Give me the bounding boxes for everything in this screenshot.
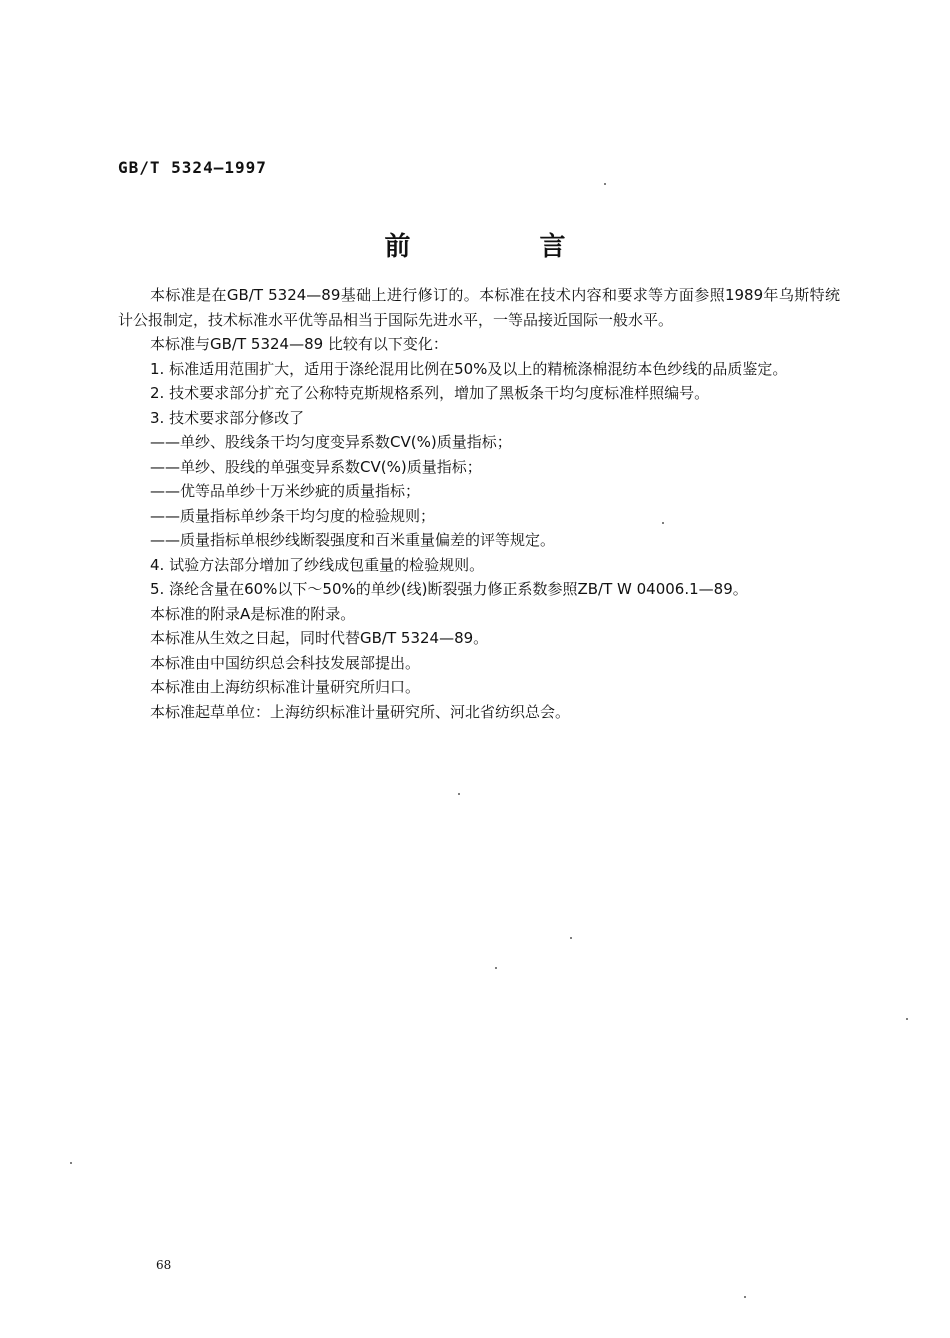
scan-speck <box>662 522 664 524</box>
paragraph-intro: 本标准是在GB/T 5324—89基础上进行修订的。本标准在技术内容和要求等方面参照1989年乌斯特统计公报制定，技术标准水平优等品相当于国际先进水平，一等品接近国际一般水平。 <box>118 286 840 329</box>
scan-speck <box>906 1018 908 1020</box>
dash-item-5: ——质量指标单根纱线断裂强度和百米重量偏差的评等规定。 <box>150 531 556 549</box>
paragraph-drafter: 本标准起草单位：上海纺织标准计量研究所、河北省纺织总会。 <box>150 702 571 721</box>
scan-speck <box>744 1296 746 1298</box>
scan-speck <box>570 937 572 939</box>
standard-code: GB/T 5324—1997 <box>118 158 267 177</box>
paragraph-appendix: 本标准的附录A是标准的附录。 <box>150 604 356 623</box>
scan-speck <box>458 793 460 795</box>
paragraph-compare: 本标准与GB/T 5324—89 比较有以下变化： <box>150 335 448 353</box>
page-number: 68 <box>156 1258 172 1272</box>
paragraph-effective: 本标准从生效之日起，同时代替GB/T 5324—89。 <box>150 629 489 647</box>
list-item-4: 4. 试验方法部分增加了纱线成包重量的检验规则。 <box>150 555 485 574</box>
dash-item-3: ——优等品单纱十万米纱疵的质量指标； <box>150 482 421 500</box>
list-item-2: 2. 技术要求部分扩充了公称特克斯规格系列，增加了黑板条干均匀度标准样照编号。 <box>150 384 710 402</box>
list-item-5: 5. 涤纶含量在60%以下～50%的单纱(线)断裂强力修正系数参照ZB/T W 04006.1—89。 <box>150 580 748 598</box>
list-item-1: 1. 标准适用范围扩大，适用于涤纶混用比例在50%及以上的精梳涤棉混纺本色纱线的品质鉴定。 <box>150 359 788 378</box>
dash-item-1: ——单纱、股线条干均匀度变异系数CV(%)质量指标； <box>150 433 512 451</box>
scan-speck <box>70 1162 72 1164</box>
paragraph-proposer: 本标准由中国纺织总会科技发展部提出。 <box>150 653 421 672</box>
dash-item-2: ——单纱、股线的单强变异系数CV(%)质量指标； <box>150 457 482 476</box>
scan-speck <box>495 967 497 969</box>
foreword-body <box>118 283 840 724</box>
scan-speck <box>604 183 606 185</box>
list-item-3: 3. 技术要求部分修改了 <box>150 408 305 427</box>
paragraph-centralized: 本标准由上海纺织标准计量研究所归口。 <box>150 678 421 696</box>
page-title: 前 言 <box>384 232 626 262</box>
dash-item-4: ——质量指标单纱条干均匀度的检验规则； <box>150 506 436 525</box>
